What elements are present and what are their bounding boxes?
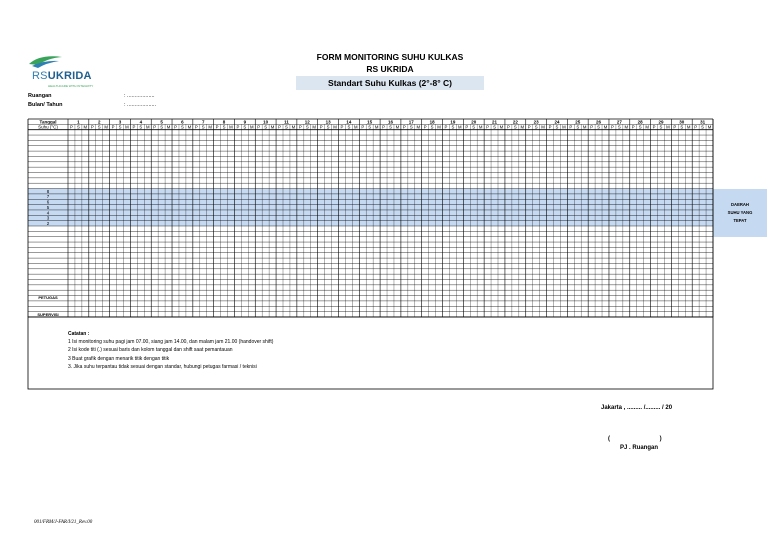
temperature-label: 5 [46, 204, 50, 210]
safe-zone-band [28, 189, 713, 226]
shift-code: P [340, 124, 344, 130]
shift-code: P [527, 124, 531, 130]
day-number: 28 [637, 119, 643, 125]
shift-code: P [569, 124, 573, 130]
shift-code: M [83, 124, 88, 130]
day-number: 27 [616, 119, 622, 125]
shift-code: S [451, 124, 455, 130]
day-number: 4 [139, 119, 143, 125]
shift-code: S [264, 124, 268, 130]
temperature-label: 8 [46, 188, 50, 194]
day-number: 21 [492, 119, 498, 125]
logo-name: UKRIDA [47, 70, 92, 82]
logo-tagline: HEALTHCARE WITH INTEGRITY [48, 84, 94, 88]
note-item: 3. Jika suhu terpantau tidak sesuai dengan standar, hubungi petugas farmasi / teknisi [68, 363, 257, 370]
shift-code: M [458, 124, 462, 130]
shift-code: S [97, 124, 101, 130]
day-number: 7 [201, 119, 205, 125]
day-number: 23 [533, 119, 539, 125]
shift-code: S [597, 124, 601, 130]
shift-code: P [402, 124, 406, 130]
bulan-tahun-label: Bulan/ Tahun [28, 102, 63, 108]
shift-code: S [493, 124, 496, 130]
safe-zone-text: TEPAT [733, 218, 747, 223]
shift-code: M [478, 124, 483, 130]
day-number: 25 [575, 119, 581, 125]
shift-code: P [465, 124, 469, 130]
shift-code: M [582, 124, 587, 130]
day-number: 13 [325, 119, 331, 125]
shift-code: S [576, 124, 580, 130]
day-number: 29 [658, 119, 664, 125]
tanggal-label: Tanggal [39, 119, 57, 125]
day-number: 26 [596, 119, 602, 125]
temperature-label: 6 [46, 199, 50, 205]
shift-code: M [333, 124, 337, 130]
temperature-label: 7 [46, 194, 50, 200]
place-date-line: Jakarta , ......... /......... / 20 [601, 405, 673, 411]
shift-code: M [395, 124, 400, 130]
shift-code: M [520, 124, 525, 130]
shift-code: P [694, 124, 698, 130]
day-number: 11 [284, 119, 289, 125]
shift-code: S [222, 124, 226, 130]
day-number: 16 [387, 119, 394, 125]
shift-code: M [541, 124, 545, 130]
form-title: FORM MONITORING SUHU KULKAS [316, 52, 464, 62]
shift-code: S [534, 124, 538, 130]
shift-code: M [145, 124, 150, 130]
shift-code: M [437, 124, 441, 130]
shift-code: M [125, 124, 129, 130]
shift-code: P [90, 124, 94, 130]
shift-code: P [298, 124, 302, 130]
shift-code: S [617, 124, 621, 130]
day-number: 8 [222, 119, 226, 125]
shift-code: M [291, 124, 296, 130]
shift-code: P [236, 124, 240, 130]
shift-code: P [444, 124, 448, 130]
day-number: 3 [118, 119, 122, 125]
day-number: 17 [408, 119, 414, 125]
logo-rs: RS [32, 70, 48, 82]
shift-code: P [215, 124, 219, 130]
shift-code: P [423, 124, 427, 130]
temperature-standard: Standart Suhu Kulkas (2°-8° C) [296, 76, 484, 90]
day-number: 19 [450, 119, 456, 125]
shift-code: S [513, 124, 517, 130]
safe-zone-text: SUHU YANG [727, 210, 753, 215]
shift-code: P [278, 124, 281, 130]
shift-code: M [312, 124, 317, 130]
shift-code: S [243, 124, 247, 130]
shift-code: S [76, 124, 80, 130]
signature-name-line [608, 436, 662, 442]
shift-code: M [499, 124, 504, 130]
notes-heading: Catatan : [68, 331, 90, 337]
day-number: 5 [160, 119, 163, 125]
day-number: 20 [471, 119, 477, 125]
shift-code: M [374, 124, 379, 130]
bulan-tahun-field[interactable]: : ................... [124, 102, 157, 108]
note-item: 3 Buat grafik dengan menarik titik dengan titik [68, 355, 170, 362]
shift-code: M [416, 124, 421, 130]
shift-code: P [132, 124, 136, 130]
day-number: 15 [367, 119, 373, 125]
note-item: 2 Isi kode titi (.) sesuai baris dan kolom tanggal dan shift saat pemantauan [68, 347, 233, 354]
shift-code: S [659, 124, 663, 130]
shift-code: M [229, 124, 233, 130]
shift-code: S [285, 124, 288, 130]
shift-code: S [326, 124, 330, 130]
temperature-label: 3 [46, 215, 50, 221]
shift-code: M [270, 124, 275, 130]
day-number: 6 [181, 119, 184, 125]
shift-code: P [361, 124, 365, 130]
shift-code: M [354, 124, 358, 130]
signature-role: PJ . Ruangan [620, 445, 659, 451]
shift-code: S [347, 124, 351, 130]
shift-code: M [666, 124, 670, 130]
signature-close-paren: ) [659, 436, 662, 442]
shift-code: S [305, 124, 309, 130]
shift-code: P [174, 124, 177, 130]
shift-code: S [409, 124, 413, 130]
day-number: 24 [554, 119, 560, 125]
shift-code: S [118, 124, 122, 130]
shift-code: P [631, 124, 635, 130]
shift-code: M [686, 124, 691, 130]
shift-code: P [153, 124, 157, 130]
shift-code: M [208, 124, 212, 130]
hospital-name: RS UKRIDA [366, 64, 414, 74]
day-number: 2 [97, 119, 101, 125]
shift-code: S [139, 124, 143, 130]
shift-code: M [562, 124, 566, 130]
shift-code: S [701, 124, 705, 130]
shift-code: S [680, 124, 684, 130]
shift-code: P [506, 124, 510, 130]
shift-code: P [194, 124, 198, 130]
shift-code: P [382, 124, 386, 130]
shift-code: M [603, 124, 608, 130]
day-number: 9 [243, 119, 247, 125]
ruangan-field[interactable]: : .................. [124, 93, 155, 99]
shift-code: S [368, 124, 372, 130]
day-number: 1 [77, 119, 80, 125]
day-number: 31 [700, 119, 706, 125]
shift-code: P [673, 124, 677, 130]
signature-open-paren: ( [608, 436, 610, 442]
shift-code: M [104, 124, 108, 130]
shift-code: M [249, 124, 254, 130]
note-item: 1 Isi monitoring suhu pagi jam 07.00, siang jam 14.00, dan malam jam 21.00 (handover shift) [68, 339, 274, 346]
shift-code: P [70, 124, 73, 130]
shift-code: P [548, 124, 552, 130]
shift-code: M [166, 124, 171, 130]
shift-code: M [707, 124, 712, 130]
shift-code: S [160, 124, 164, 130]
suhu-label: Suhu (°C) [38, 124, 58, 130]
shift-code: S [430, 124, 434, 130]
notes-section [68, 330, 273, 371]
day-number: 18 [429, 119, 435, 125]
ruangan-label: Ruangan [28, 93, 52, 99]
safe-zone-text: DAERAH [731, 202, 749, 207]
shift-code: S [638, 124, 642, 130]
supervisi-label: SUPERVISI [37, 312, 59, 317]
shift-code: P [319, 124, 323, 130]
day-number: 22 [512, 119, 518, 125]
shift-code: S [201, 124, 205, 130]
shift-code: P [257, 124, 261, 130]
shift-code: P [590, 124, 594, 130]
shift-code: S [180, 124, 184, 130]
shift-code: P [111, 124, 115, 130]
day-number: 12 [304, 119, 310, 125]
shift-code: M [624, 124, 629, 130]
petugas-label: PETUGAS [38, 295, 58, 300]
temperature-label: 4 [46, 210, 50, 216]
shift-code: P [486, 124, 490, 130]
temperature-label: 2 [46, 220, 50, 226]
day-number: 14 [346, 119, 352, 125]
shift-code: S [472, 124, 476, 130]
shift-code: M [645, 124, 649, 130]
day-number: 10 [263, 119, 269, 125]
day-number: 30 [679, 119, 685, 125]
shift-code: P [610, 124, 614, 130]
shift-code: S [555, 124, 559, 130]
shift-code: P [652, 124, 656, 130]
shift-code: M [187, 124, 192, 130]
shift-code: S [389, 124, 392, 130]
document-number: 001/FRM/J-FAR/I/21_Rev.00 [34, 520, 93, 525]
